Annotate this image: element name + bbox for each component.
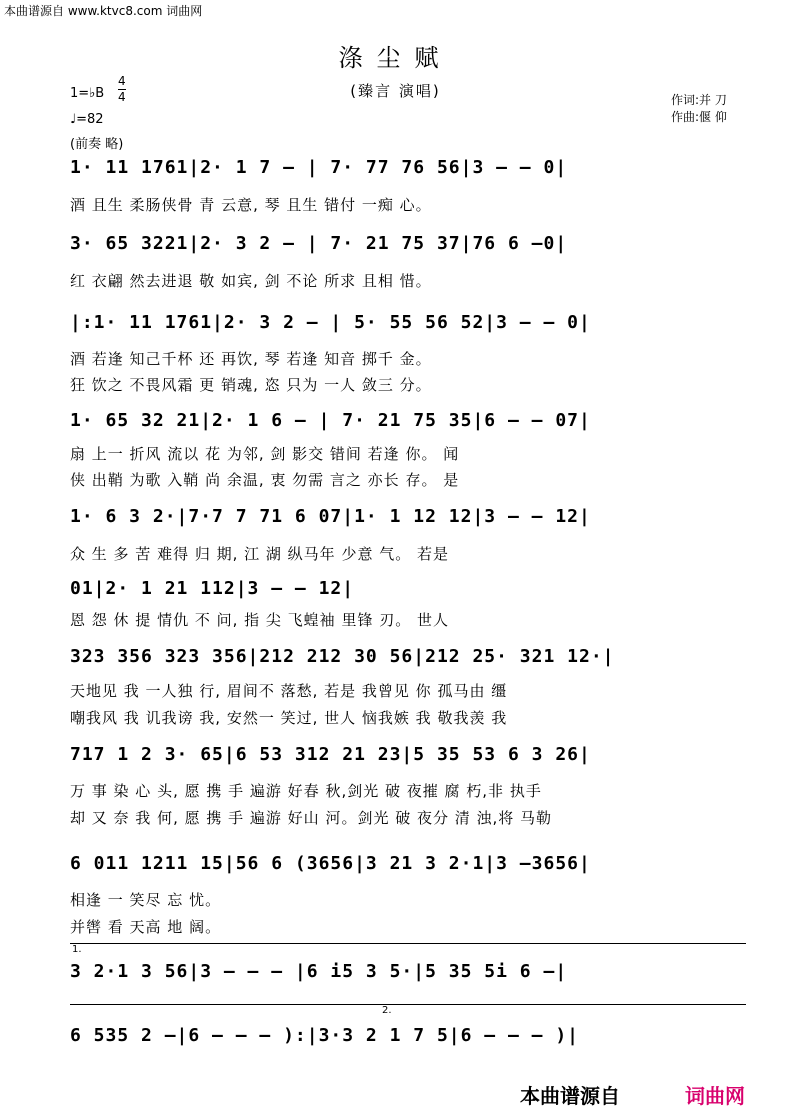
- volta-2-label: 2.: [382, 1005, 392, 1016]
- lyrics-line-7b: 嘲我风 我 讥我谤 我, 安然一 笑过, 世人 恼我嫉 我 敬我羡 我: [70, 709, 508, 727]
- time-bottom: 4: [118, 90, 126, 104]
- notation-line-8: 717 1 2 3· 65|6 53 312 21 23|5 35 53 6 3 26|: [70, 744, 591, 765]
- site-watermark-text: 本曲谱源自 www.ktvc8.com 词曲网: [4, 4, 203, 18]
- time-top: 4: [118, 74, 126, 88]
- notation-line-4: 1· 65 32 21|2· 1 6 – | 7· 21 75 35|6 – – 07|: [70, 410, 591, 431]
- lyrics-line-4a: 扇 上一 折风 流以 花 为邻, 剑 影交 错间 若逢 你。 闻: [70, 445, 460, 463]
- notation-line-2: 3· 65 3221|2· 3 2 – | 7· 21 75 37|76 6 –0|: [70, 233, 568, 254]
- prelude-note: (前奏 略): [70, 137, 124, 152]
- lyrics-line-4b: 侠 出鞘 为歌 入鞘 尚 余温, 衷 勿需 言之 亦长 存。 是: [70, 471, 460, 489]
- notation-line-5: 1· 6 3 2·|7·7 7 71 6 07|1· 1 12 12|3 – – 12|: [70, 506, 591, 527]
- lyrics-line-1a: 酒 且生 柔肠侠骨 青 云意, 琴 且生 错付 一痴 心。: [70, 196, 432, 214]
- notation-line-3: |:1· 11 1761|2· 3 2 – | 5· 55 56 52|3 – – 0|: [70, 312, 591, 333]
- lyrics-line-5a: 众 生 多 苦 难得 归 期, 江 湖 纵马年 少意 气。 若是: [70, 545, 449, 563]
- key-signature: 1=♭B: [70, 86, 105, 101]
- volta-2-bracket: [70, 1004, 746, 1005]
- notation-line-10: 3 2·1 3 56|3 – – – |6 i5 3 5·|5 35 5i 6 –|: [70, 961, 568, 982]
- lyrics-line-7a: 天地见 我 一人独 行, 眉间不 落愁, 若是 我曾见 你 孤马由 缰: [70, 682, 508, 700]
- notation-line-11: 6 535 2 –|6 – – – ):|3·3 2 1 7 5|6 – – – )|: [70, 1025, 579, 1046]
- time-signature: [118, 74, 126, 105]
- lyrics-line-8b: 却 又 奈 我 何, 愿 携 手 遍游 好山 河。剑光 破 夜分 清 浊,将 马勒: [70, 809, 553, 827]
- notation-line-6: 01|2· 1 21 112|3 – – 12|: [70, 578, 355, 599]
- lyrics-line-9a: 相逢 一 笑尽 忘 忧。: [70, 891, 222, 909]
- lyricist: 作词:并 刀: [671, 93, 727, 107]
- credits: [671, 92, 727, 126]
- lyrics-line-2a: 红 衣翩 然去进退 敬 如宾, 剑 不论 所求 且相 惜。: [70, 272, 432, 290]
- lyrics-line-9b: 并辔 看 天高 地 阔。: [70, 918, 222, 936]
- singer-credit: (臻言 演唱): [350, 82, 441, 100]
- brand-text-right: 词曲网: [685, 1084, 745, 1108]
- lyrics-line-3a: 酒 若逢 知己千杯 还 再饮, 琴 若逢 知音 掷千 金。: [70, 350, 432, 368]
- volta-1-label: 1.: [72, 944, 82, 955]
- notation-line-1: 1· 11 1761|2· 1 7 – | 7· 77 76 56|3 – – 0|: [70, 157, 568, 178]
- song-title: 涤尘赋: [338, 44, 453, 72]
- tempo-mark: ♩=82: [70, 112, 104, 127]
- lyrics-line-8a: 万 事 染 心 头, 愿 携 手 遍游 好春 秋,剑光 破 夜摧 腐 朽,非 执手: [70, 782, 542, 800]
- composer: 作曲:偃 仰: [671, 110, 727, 124]
- volta-1-bracket: [70, 943, 746, 944]
- brand-text-left: 本曲谱源自: [520, 1084, 620, 1108]
- lyrics-line-6a: 恩 怨 休 提 情仇 不 问, 指 尖 飞蝗袖 里锋 刃。 世人: [70, 611, 449, 629]
- lyrics-line-3b: 狂 饮之 不畏风霜 更 销魂, 恣 只为 一人 敛三 分。: [70, 376, 432, 394]
- notation-line-7: 323 356 323 356|212 212 30 56|212 25· 321 12·|: [70, 646, 615, 667]
- notation-line-9: 6 011 1211 15|56 6 (3656|3 21 3 2·1|3 –3656|: [70, 853, 591, 874]
